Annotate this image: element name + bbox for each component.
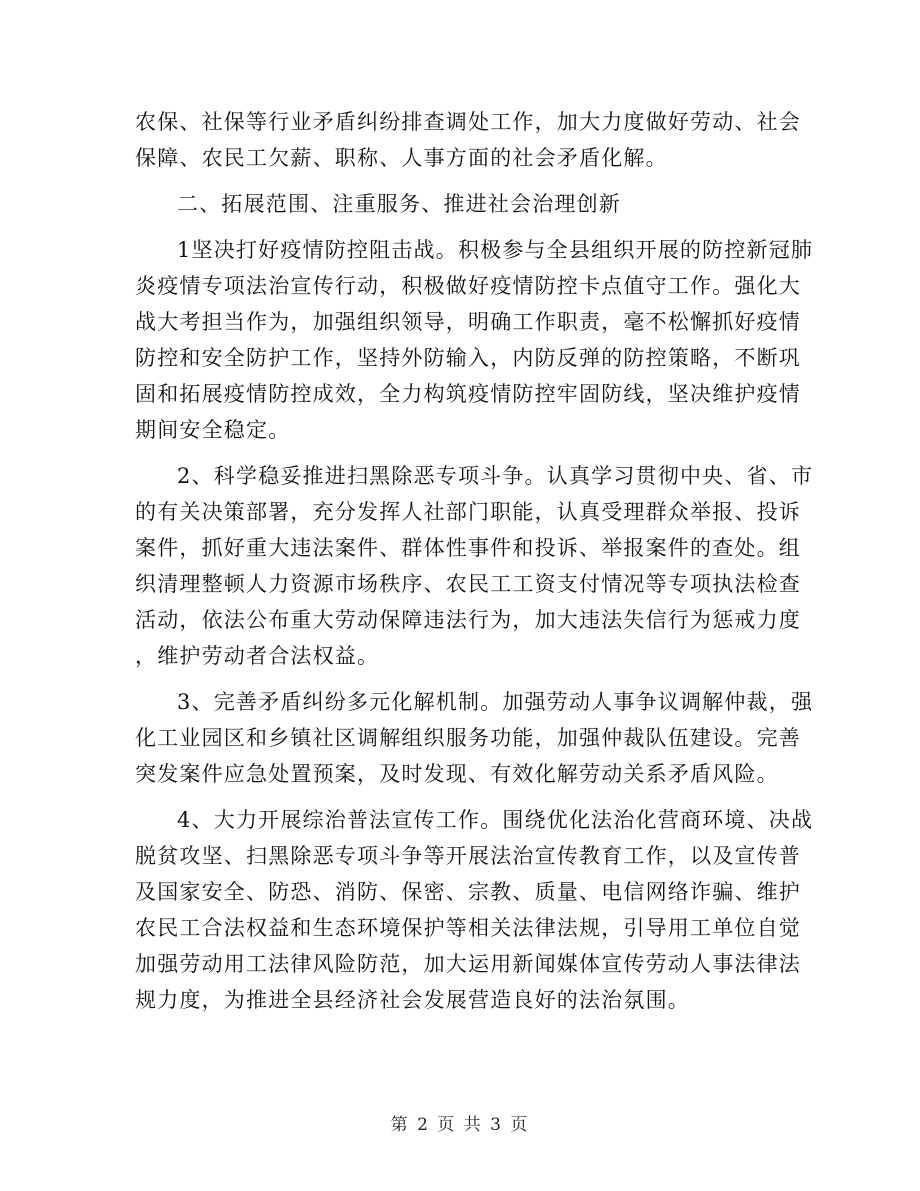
page-number-footer: 第 2 页 共 3 页: [390, 1115, 530, 1135]
text-line: 的有关决策部署，充分发挥人社部门职能，认真受理群众举报、投诉: [135, 500, 801, 524]
text-line: 案件，抓好重大违法案件、群体性事件和投诉、举报案件的查处。组: [135, 536, 801, 560]
paragraph-start: 2、科学稳妥推进扫黑除恶专项斗争。认真学习贯彻中央、省、市: [177, 464, 814, 488]
text-line: 及国家安全、防恐、消防、保密、宗教、质量、电信网络诈骗、维护: [135, 880, 801, 904]
text-line: 织清理整顿人力资源市场秩序、农民工工资支付情况等专项执法检查: [135, 572, 801, 596]
text-line: 活动，依法公布重大劳动保障违法行为，加大违法失信行为惩戒力度: [135, 608, 801, 632]
text-line: 规力度，为推进全县经济社会发展营造良好的法治氛围。: [135, 988, 690, 1012]
text-line: 农民工合法权益和生态环境保护等相关法律法规，引导用工单位自觉: [135, 916, 801, 940]
section-heading: 二、拓展范围、注重服务、推进社会治理创新: [177, 192, 621, 216]
text-line: 防控和安全防护工作，坚持外防输入，内防反弹的防控策略，不断巩: [135, 346, 801, 370]
text-line: 化工业园区和乡镇社区调解组织服务功能，加强仲裁队伍建设。完善: [135, 726, 801, 750]
paragraph-start: 1坚决打好疫情防控阻击战。积极参与全县组织开展的防控新冠肺: [177, 238, 814, 262]
document-body: [135, 104, 814, 1018]
text-line: 炎疫情专项法治宣传行动，积极做好疫情防控卡点值守工作。强化大: [135, 274, 801, 298]
text-line: 保障、农民工欠薪、职称、人事方面的社会矛盾化解。: [135, 146, 668, 170]
text-line: 脱贫攻坚、扫黑除恶专项斗争等开展法治宣传教育工作，以及宣传普: [135, 844, 801, 868]
text-line: 期间安全稳定。: [135, 418, 291, 442]
paragraph-start: 4、大力开展综治普法宣传工作。围绕优化法治化营商环境、决战: [177, 808, 814, 832]
text-line: 农保、社保等行业矛盾纠纷排查调处工作，加大力度做好劳动、社会: [135, 110, 801, 134]
text-line: ，维护劳动者合法权益。: [135, 644, 380, 668]
text-line: 战大考担当作为，加强组织领导，明确工作职责，毫不松懈抓好疫情: [135, 310, 801, 334]
text-line: 固和拓展疫情防控成效，全力构筑疫情防控牢固防线，坚决维护疫情: [135, 382, 801, 406]
paragraph-start: 3、完善矛盾纠纷多元化解机制。加强劳动人事争议调解仲裁，强: [177, 690, 814, 714]
text-line: 加强劳动用工法律风险防范，加大运用新闻媒体宣传劳动人事法律法: [135, 952, 801, 976]
text-line: 突发案件应急处置预案，及时发现、有效化解劳动关系矛盾风险。: [135, 762, 779, 786]
